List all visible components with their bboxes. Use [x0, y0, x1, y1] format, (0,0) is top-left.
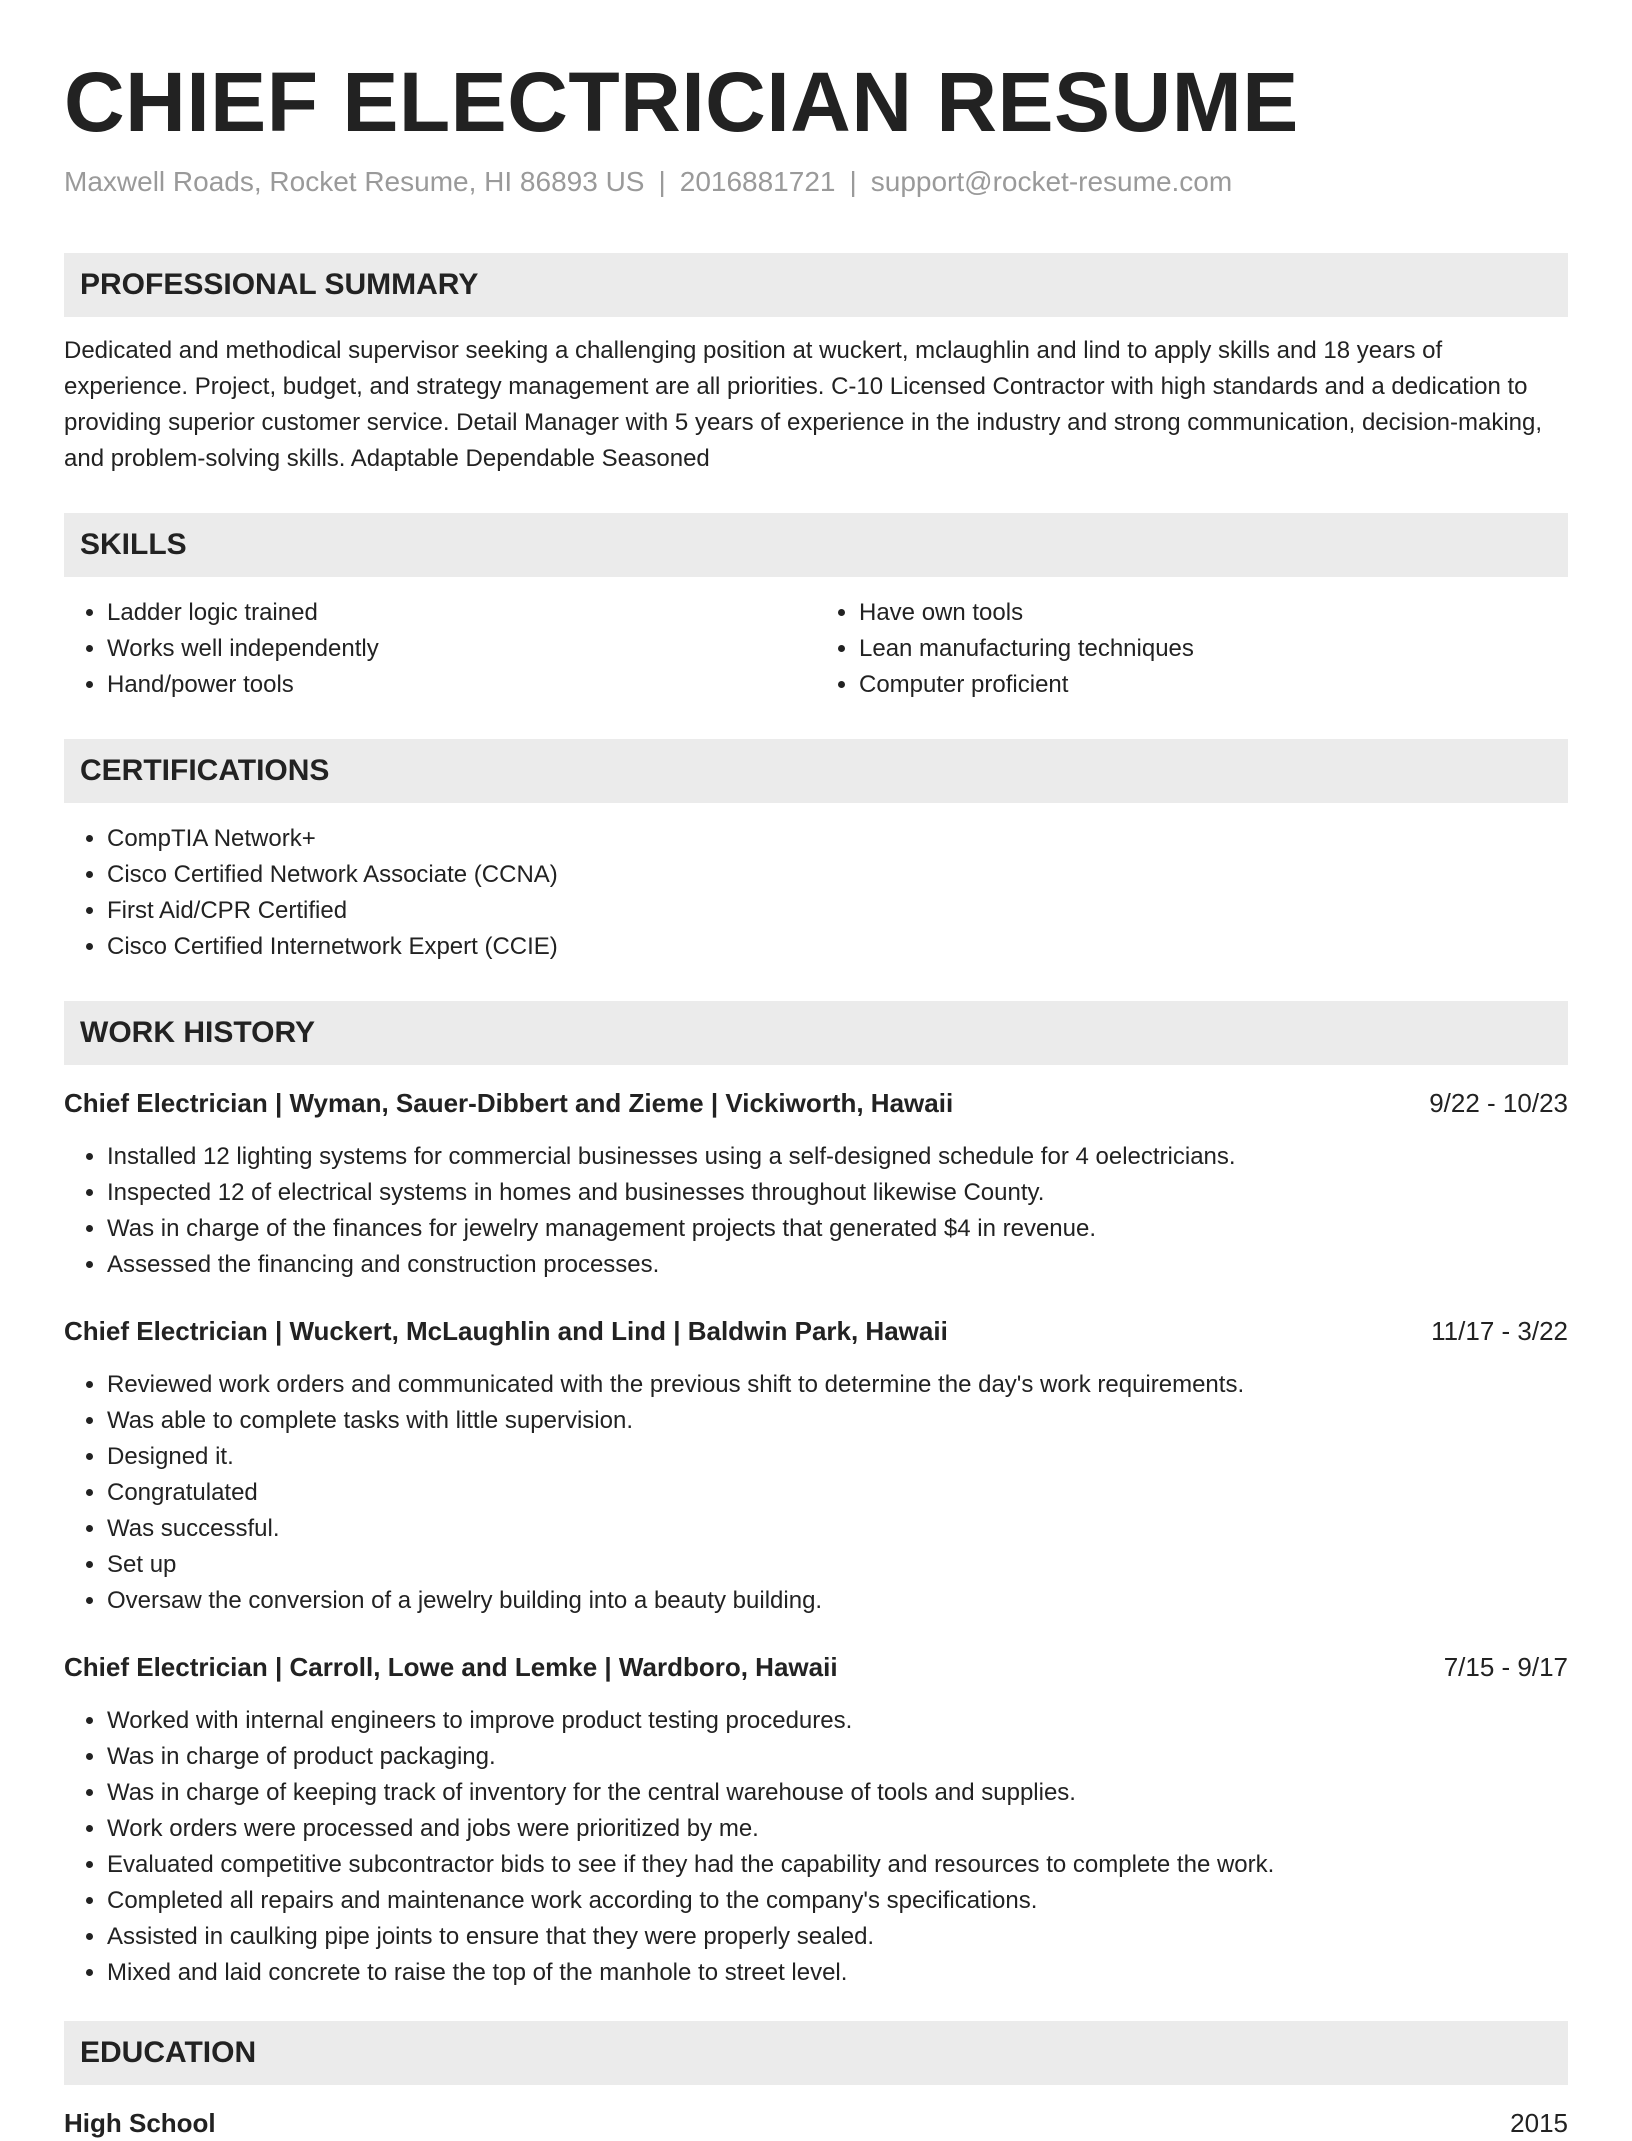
certification-item: • CompTIA Network+	[107, 821, 1568, 857]
certifications-list	[64, 821, 1568, 965]
section-header-certifications: CERTIFICATIONS	[64, 739, 1568, 803]
section-header-summary: PROFESSIONAL SUMMARY	[64, 253, 1568, 317]
job-entry	[64, 1649, 1568, 1991]
job-bullet: • Oversaw the conversion of a jewelry building into a beauty building.	[107, 1583, 1568, 1619]
job-bullets	[64, 1367, 1568, 1619]
contact-separator: |	[849, 166, 857, 198]
skill-item: • Have own tools	[859, 595, 1568, 631]
skills-list-right	[816, 595, 1568, 703]
job-dates: 7/15 - 9/17	[1443, 1651, 1568, 1682]
job-header	[64, 1313, 1568, 1349]
job-header	[64, 1085, 1568, 1121]
education-school: High School	[64, 2107, 216, 2138]
contact-phone: 2016881721	[679, 166, 836, 198]
education-entry	[64, 2105, 1568, 2141]
contact-email: support@rocket-resume.com	[870, 166, 1233, 198]
job-bullet: • Was successful.	[107, 1511, 1568, 1547]
job-bullet: • Was able to complete tasks with little supervision.	[107, 1403, 1568, 1439]
section-header-skills: SKILLS	[64, 513, 1568, 577]
job-bullet: • Installed 12 lighting systems for commercial businesses using a self-designed schedule for 4 oelectricians.	[107, 1139, 1568, 1175]
job-bullet: • Congratulated	[107, 1475, 1568, 1511]
job-title: Chief Electrician | Wuckert, McLaughlin and Lind | Baldwin Park, Hawaii	[64, 1315, 948, 1346]
job-bullet: • Was in charge of keeping track of inventory for the central warehouse of tools and supplies.	[107, 1775, 1568, 1811]
section-header-education: EDUCATION	[64, 2021, 1568, 2085]
job-bullets	[64, 1139, 1568, 1283]
skill-item: • Computer proficient	[859, 667, 1568, 703]
skill-item: • Ladder logic trained	[107, 595, 816, 631]
job-entry	[64, 1313, 1568, 1619]
job-bullet: • Reviewed work orders and communicated with the previous shift to determine the day's work requirements.	[107, 1367, 1568, 1403]
job-bullet: • Worked with internal engineers to improve product testing procedures.	[107, 1703, 1568, 1739]
job-bullet: • Inspected 12 of electrical systems in homes and businesses throughout likewise County.	[107, 1175, 1568, 1211]
certification-item: • First Aid/CPR Certified	[107, 893, 1568, 929]
skill-item: • Lean manufacturing techniques	[859, 631, 1568, 667]
skills-grid	[64, 595, 1568, 703]
section-header-work-history: WORK HISTORY	[64, 1001, 1568, 1065]
job-bullet: • Work orders were processed and jobs were prioritized by me.	[107, 1811, 1568, 1847]
job-header	[64, 1649, 1568, 1685]
education-year: 2015	[1510, 2107, 1568, 2138]
job-bullet: • Designed it.	[107, 1439, 1568, 1475]
job-bullet: • Was in charge of product packaging.	[107, 1739, 1568, 1775]
resume-title: CHIEF ELECTRICIAN RESUME	[64, 55, 1299, 149]
job-bullets	[64, 1703, 1568, 1991]
job-dates: 9/22 - 10/23	[1429, 1087, 1568, 1118]
certification-item: • Cisco Certified Internetwork Expert (CCIE)	[107, 929, 1568, 965]
skills-list-left	[64, 595, 816, 703]
skill-item: • Works well independently	[107, 631, 816, 667]
summary-text: Dedicated and methodical supervisor seeking a challenging position at wuckert, mclaughlin and lind to apply skills and 18 years of experience. Project, budget, and strategy management are all priorities. C-10 Licensed Contractor with high standards and a dedication to providing superior customer service. Detail Manager with 5 years of experience in the industry and strong communication, decision-making, and problem-solving skills. Adaptable Dependable Seasoned	[64, 336, 1543, 472]
job-bullet: • Assisted in caulking pipe joints to ensure that they were properly sealed.	[107, 1919, 1568, 1955]
job-bullet: • Completed all repairs and maintenance work according to the company's specifications.	[107, 1883, 1568, 1919]
job-bullet: • Was in charge of the finances for jewelry management projects that generated $4 in revenue.	[107, 1211, 1568, 1247]
job-title: Chief Electrician | Carroll, Lowe and Lemke | Wardboro, Hawaii	[64, 1651, 838, 1682]
contact-line	[64, 164, 1568, 200]
job-bullet: • Evaluated competitive subcontractor bids to see if they had the capability and resources to complete the work.	[107, 1847, 1568, 1883]
job-bullet: • Assessed the financing and construction processes.	[107, 1247, 1568, 1283]
contact-separator: |	[658, 166, 666, 198]
job-dates: 11/17 - 3/22	[1431, 1315, 1568, 1346]
job-entry	[64, 1085, 1568, 1283]
job-title: Chief Electrician | Wyman, Sauer-Dibbert and Zieme | Vickiworth, Hawaii	[64, 1087, 954, 1118]
contact-address: Maxwell Roads, Rocket Resume, HI 86893 US	[64, 166, 645, 198]
job-bullet: • Set up	[107, 1547, 1568, 1583]
job-bullet: • Mixed and laid concrete to raise the top of the manhole to street level.	[107, 1955, 1568, 1991]
certification-item: • Cisco Certified Network Associate (CCNA)	[107, 857, 1568, 893]
skill-item: • Hand/power tools	[107, 667, 816, 703]
